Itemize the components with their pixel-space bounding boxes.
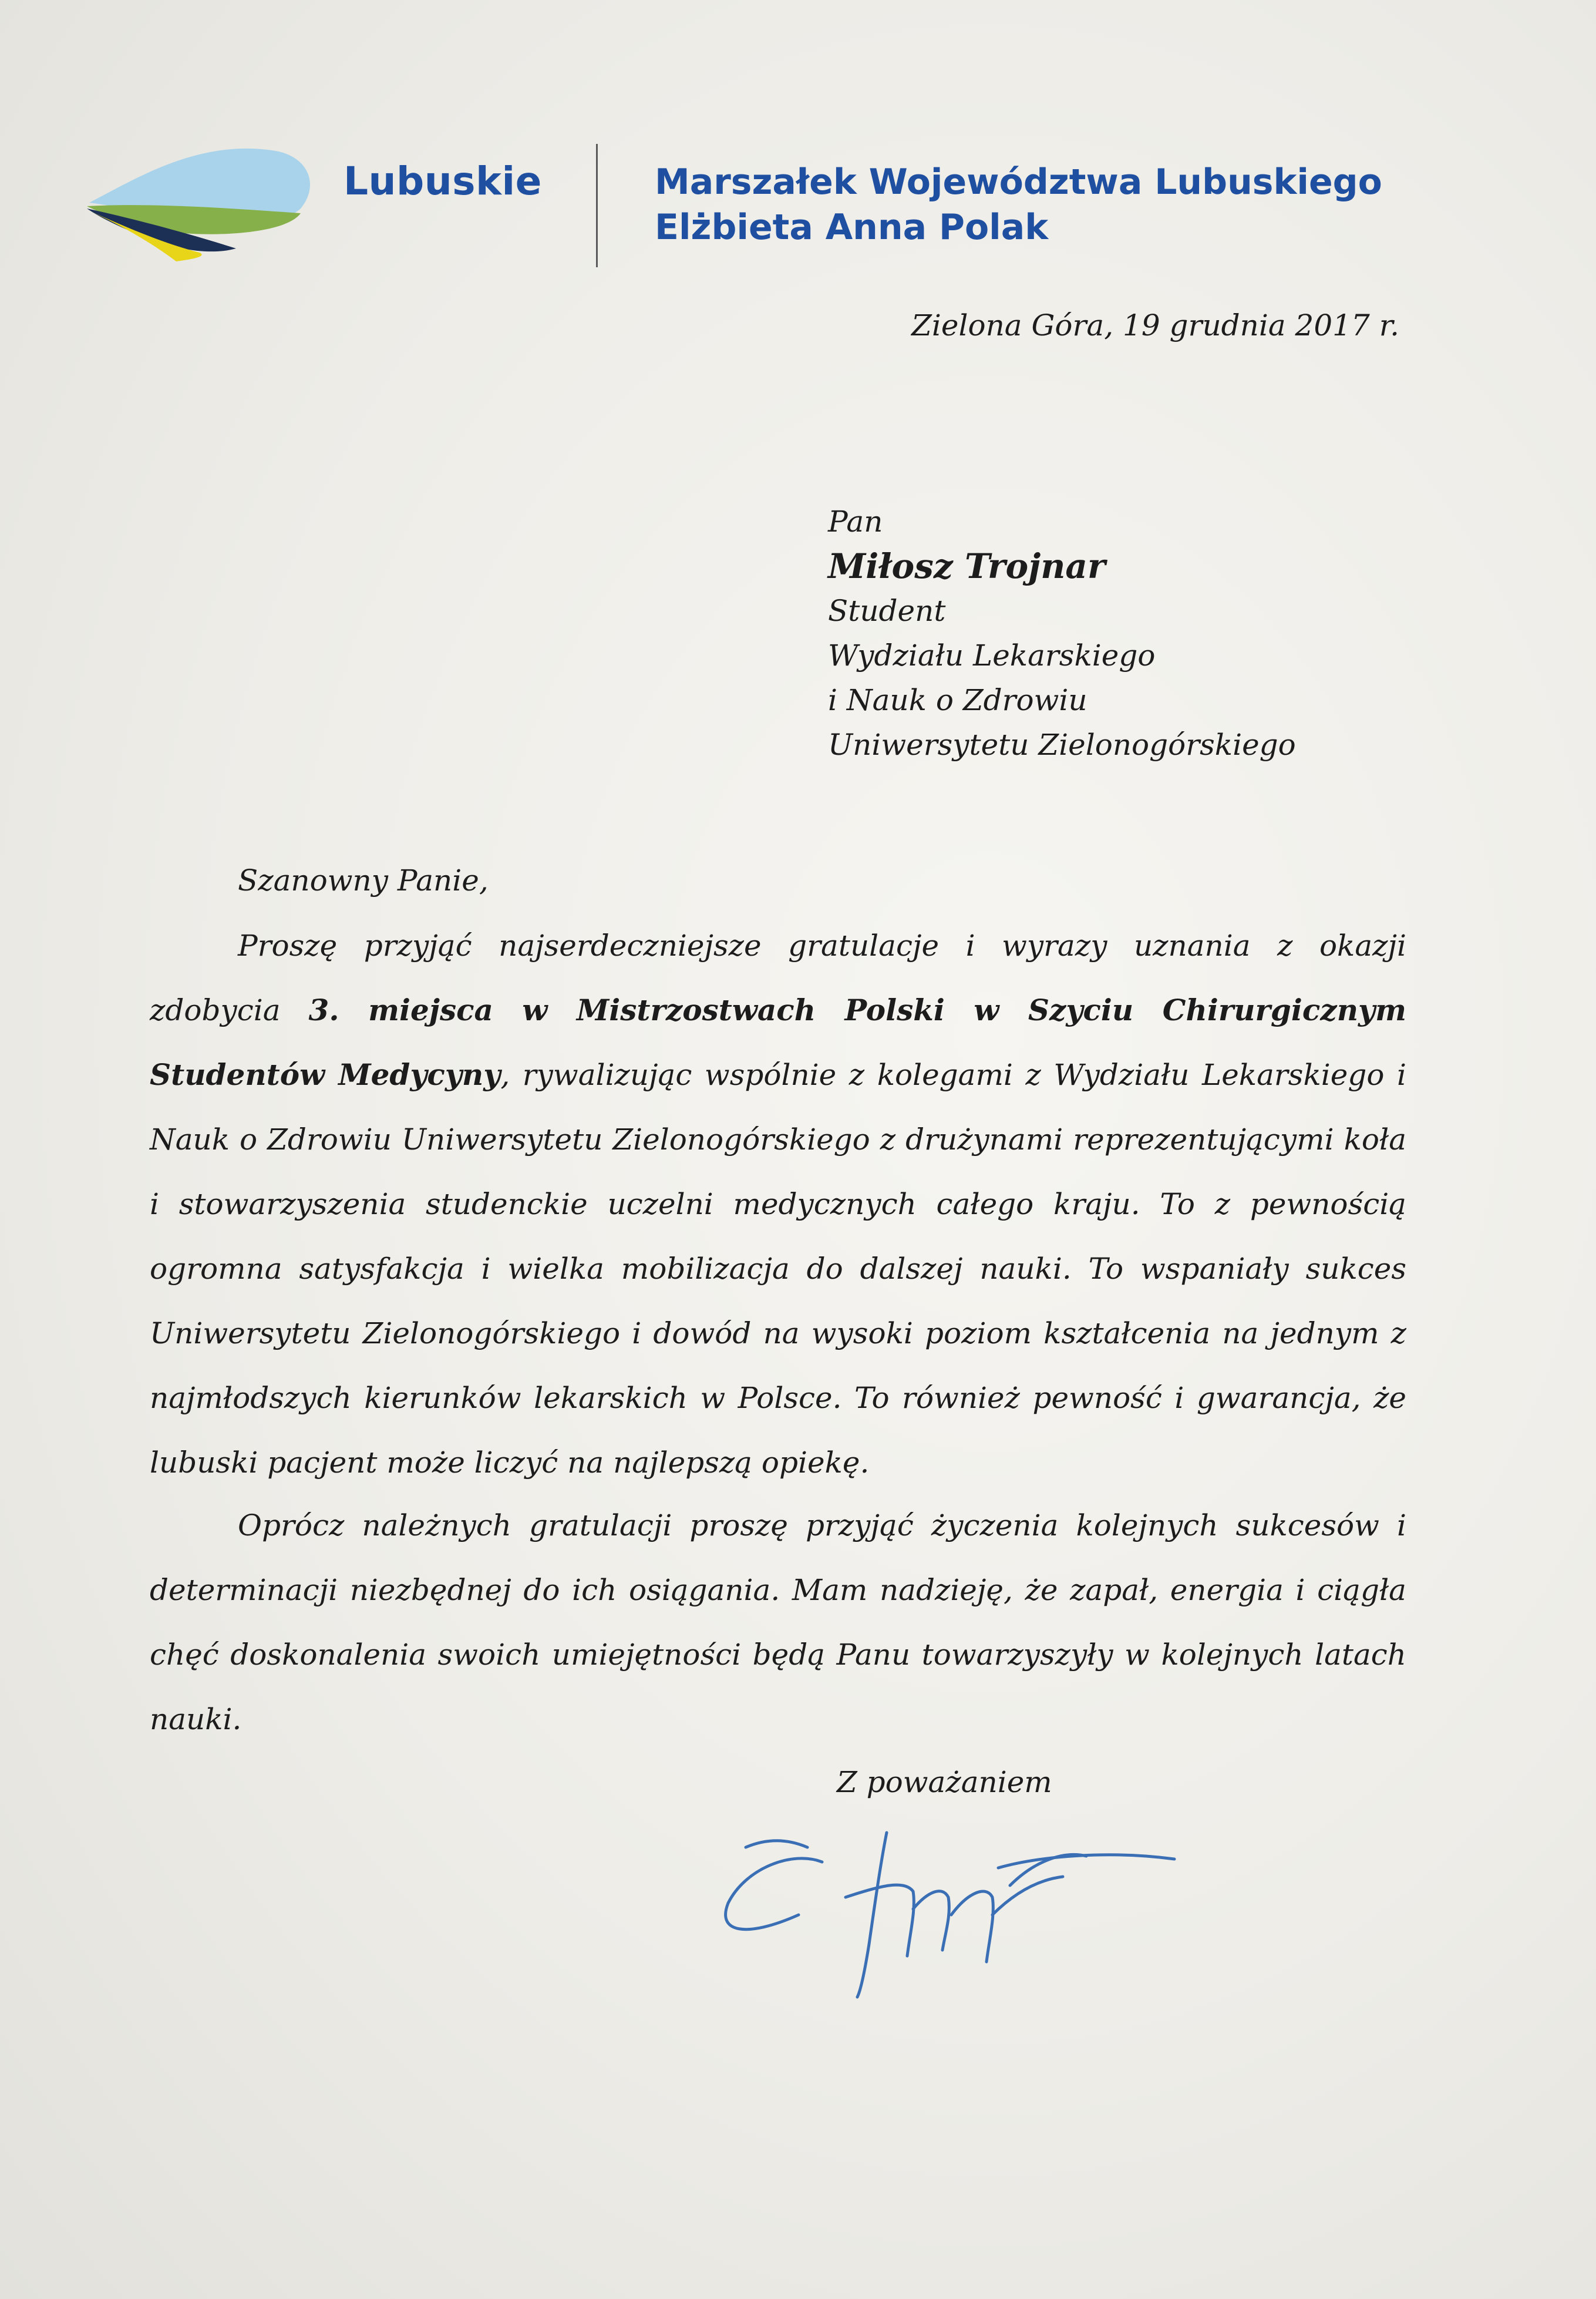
achievement-highlight: 3. miejsca w Mistrzostwach Polski w Szyciu Chirurgicznym Studentów Medycyny	[150, 993, 1406, 1092]
body-paragraph-2: Oprócz należnych gratulacji proszę przyjąć życzenia kolejnych sukcesów i determinacji niezbędnej do ich osiągania. Mam nadzieję, że zapał, energia i ciągła chęć doskonalenia swoich umiejętności będą Panu towarzyszyły w kolejnych latach nauki.	[150, 1508, 1406, 1736]
office-title: Marszałek Województwa Lubuskiego	[655, 162, 1382, 203]
addressee-faculty-line1: Wydziału Lekarskiego	[828, 638, 1156, 673]
addressee-name: Miłosz Trojnar	[828, 546, 1106, 586]
closing-phrase: Z poważaniem	[837, 1765, 1052, 1799]
lubuskie-wave-logo-icon	[82, 144, 317, 279]
paragraph-1-text-start: Proszę przyjąć najserdeczniejsze gratulacje i wyrazy uznania z okazji zdobycia	[150, 929, 1406, 1027]
handwritten-signature-icon	[711, 1815, 1192, 2003]
official-name: Elżbieta Anna Polak	[655, 207, 1049, 248]
addressee-university: Uniwersytetu Zielonogórskiego	[828, 728, 1296, 762]
letter-date: Zielona Góra, 19 grudnia 2017 r.	[911, 308, 1399, 342]
addressee-block	[828, 499, 1296, 767]
addressee-title: Pan	[828, 505, 883, 539]
header-divider	[596, 144, 598, 267]
body-paragraph-1	[150, 913, 1406, 1495]
salutation: Szanowny Panie,	[238, 863, 489, 898]
addressee-faculty-line2: i Nauk o Zdrowiu	[828, 683, 1087, 717]
paragraph-1-text-end: , rywalizując wspólnie z kolegami z Wydziału Lekarskiego i Nauk o Zdrowiu Uniwersytetu Zielonogórskiego z drużynami reprezentującymi koła i stowarzyszenia studenckie uczelni medycznych całego kraju. To z pewnością ogromna satysfakcja i wielka mobilizacja do dalszej nauki. To wspaniały sukces Uniwersytetu Zielonogórskiego i dowód na wysoki poziom kształcenia na jednym z najmłodszych kierunków lekarskich w Polsce. To również pewność i gwarancja, że lubuski pacjent może liczyć na najlepszą opiekę.	[150, 1058, 1406, 1480]
addressee-role: Student	[828, 594, 946, 628]
brand-name: Lubuskie	[344, 159, 542, 204]
